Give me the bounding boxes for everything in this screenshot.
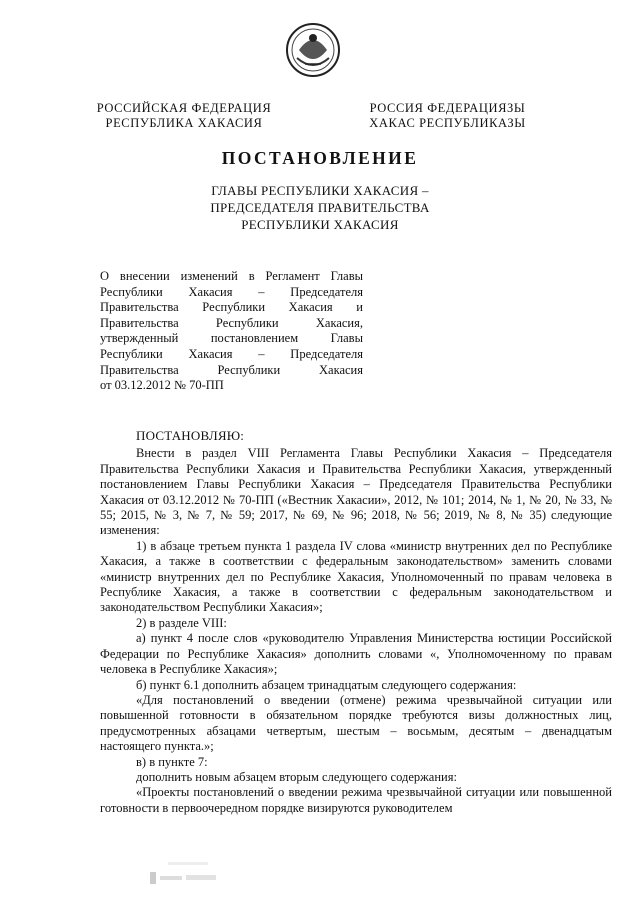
- header-right-line2: ХАКАС РЕСПУБЛИКАЗЫ: [369, 116, 526, 130]
- paragraph-item-2a: а) пункт 4 после слов «руководителю Управления Министерства юстиции Российской Федерации по Республике Хакасия» дополнить словами «, Уполномоченному по правам человека в Республике Хакасия»;: [100, 631, 612, 677]
- paragraph-item-1: 1) в абзаце третьем пункта 1 раздела IV слова «министр внутренних дел по Республике Хакасия, а также в соответствии с федеральным законодательством» заменить словами «министр внутренних дел по Республике Хакасия, Уполномоченный по правам человека в Республике Хакасия, а также в соответствии с федеральным законодательством и законодательством Республики Хакасия»;: [100, 538, 612, 615]
- document-subject: [100, 269, 363, 394]
- subject-line: от 03.12.2012 № 70-ПП: [100, 378, 224, 393]
- subject-line: Правительства Республики Хакасия,: [100, 315, 363, 330]
- subject-line: Республики Хакасия – Председателя: [100, 284, 363, 299]
- paragraph-item-2c-add: дополнить новым абзацем вторым следующего содержания:: [136, 769, 457, 784]
- issuing-authority: [0, 182, 640, 233]
- document-body: [100, 428, 612, 816]
- coat-of-arms-emblem: [285, 20, 341, 80]
- header-left-line1: РОССИЙСКАЯ ФЕДЕРАЦИЯ: [96, 101, 272, 115]
- paragraph-item-2c: в) в пункте 7:: [136, 754, 208, 769]
- subject-line: Правительства Республики Хакасия и: [100, 300, 363, 315]
- paragraph-item-2b: б) пункт 6.1 дополнить абзацем тринадцатым следующего содержания:: [136, 677, 517, 692]
- paragraph-item-2b-quote: «Для постановлений о введении (отмене) режима чрезвычайной ситуации или повышенной готовности в обязательном порядке требуются визы должностных лиц, предусмотренных абзацами четвертым, шестым – восьмым, десятым – двенадцатым настоящего пункта.»;: [100, 692, 612, 754]
- faint-stamp-mark: [148, 858, 228, 888]
- header-russian: [94, 101, 274, 131]
- paragraph-item-2: 2) в разделе VIII:: [136, 615, 227, 630]
- authority-line3: РЕСПУБЛИКИ ХАКАСИЯ: [241, 217, 399, 232]
- paragraph-item-2c-quote: «Проекты постановлений о введении режима чрезвычайной ситуации или повышенной готовности в первоочередном порядке визируются руководителем: [100, 785, 612, 815]
- subject-line: Правительства Республики Хакасия: [100, 362, 363, 377]
- subject-line: Республики Хакасия – Председателя: [100, 346, 363, 361]
- paragraph-intro: Внести в раздел VIII Регламента Главы Республики Хакасия – Председателя Правительства Республики Хакасия и Правительства Республики Хакасия, утвержденный постановлением Главы Республики Хакасия – Председателя Правительства Республики Хакасия от 03.12.2012 № 70-ПП («Вестник Хакасии», 2012, № 101; 2014, № 1, № 20, № 33, № 55; 2015, № 3, № 7, № 59; 2017, № 69, № 96; 2018, № 56; 2019, № 8, № 35) следующие изменения:: [100, 446, 612, 538]
- authority-line2: ПРЕДСЕДАТЕЛЯ ПРАВИТЕЛЬСТВА: [210, 200, 430, 215]
- document-title: ПОСТАНОВЛЕНИЕ: [221, 148, 419, 168]
- decree-word: ПОСТАНОВЛЯЮ:: [136, 428, 245, 443]
- header-right-line1: РОССИЯ ФЕДЕРАЦИЯЗЫ: [369, 101, 526, 115]
- subject-line: утвержденный постановлением Главы: [100, 331, 363, 346]
- subject-line: О внесении изменений в Регламент Главы: [100, 269, 363, 283]
- header-left-line2: РЕСПУБЛИКА ХАКАСИЯ: [105, 116, 263, 130]
- authority-line1: ГЛАВЫ РЕСПУБЛИКИ ХАКАСИЯ –: [211, 183, 429, 198]
- header-khakas: [360, 101, 535, 131]
